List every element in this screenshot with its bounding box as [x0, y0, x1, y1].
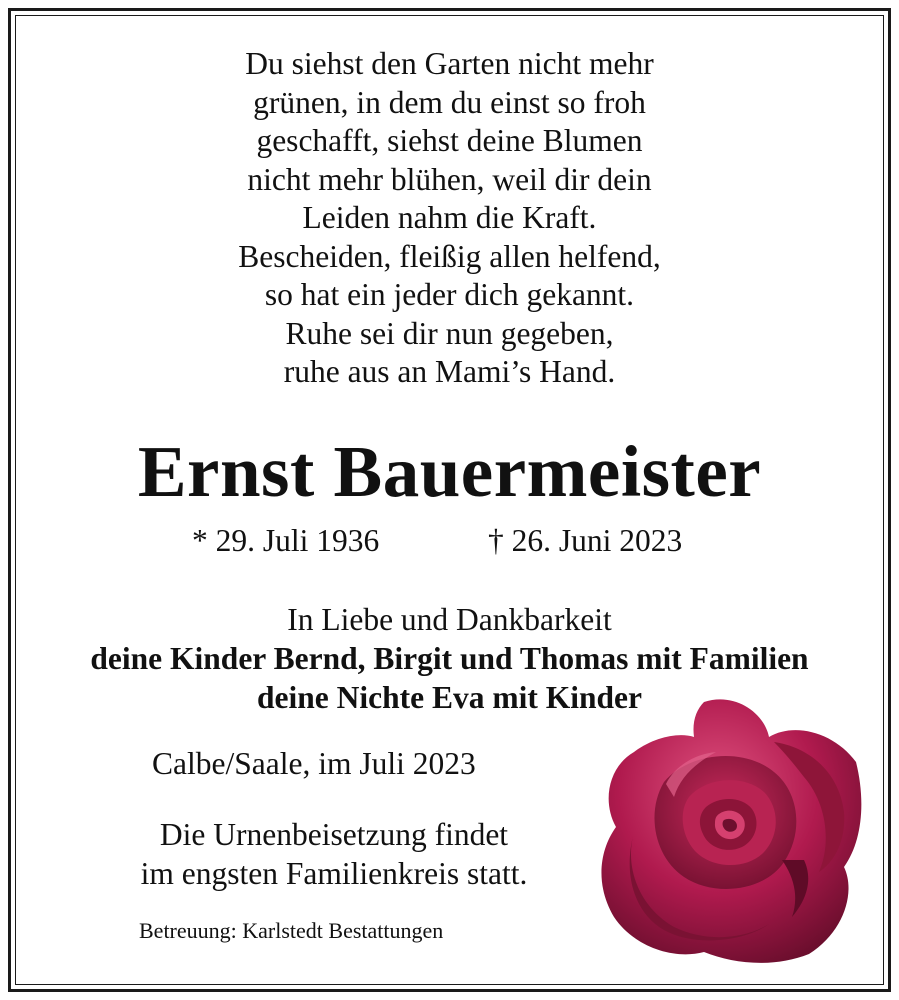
deceased-name: Ernst Bauermeister: [137, 431, 762, 512]
urn-notice-line: im engsten Familienkreis statt.: [140, 856, 528, 891]
death-date: † 26. Juni 2023: [488, 523, 683, 558]
poem-line: Du siehst den Garten nicht mehr: [245, 46, 654, 81]
birth-date: * 29. Juli 1936: [192, 523, 380, 558]
funeral-home-credit: Betreuung: Karlstedt Bestattungen: [139, 918, 444, 943]
poem-line: geschafft, siehst deine Blumen: [256, 123, 643, 158]
place-date: Calbe/Saale, im Juli 2023: [152, 746, 476, 781]
poem-line: nicht mehr blühen, weil dir dein: [247, 161, 652, 197]
mourners-children: deine Kinder Bernd, Birgit und Thomas mit Familien: [90, 641, 809, 676]
poem-line: Ruhe sei dir nun gegeben,: [285, 315, 614, 351]
poem: [0, 45, 899, 392]
urn-notice-line: Die Urnenbeisetzung findet: [159, 817, 509, 852]
mourners-niece: deine Nichte Eva mit Kinder: [257, 680, 642, 715]
poem-line: so hat ein jeder dich gekannt.: [264, 277, 635, 312]
poem-line: Leiden nahm die Kraft.: [302, 200, 597, 235]
poem-line: grünen, in dem du einst so froh: [253, 84, 646, 120]
urn-notice: [108, 815, 560, 893]
mourners-intro: In Liebe und Dankbarkeit: [287, 602, 612, 637]
poem-line: ruhe aus an Mami’s Hand.: [283, 354, 616, 389]
rose-icon: [594, 692, 866, 968]
poem-line: Bescheiden, fleißig allen helfend,: [238, 238, 661, 274]
